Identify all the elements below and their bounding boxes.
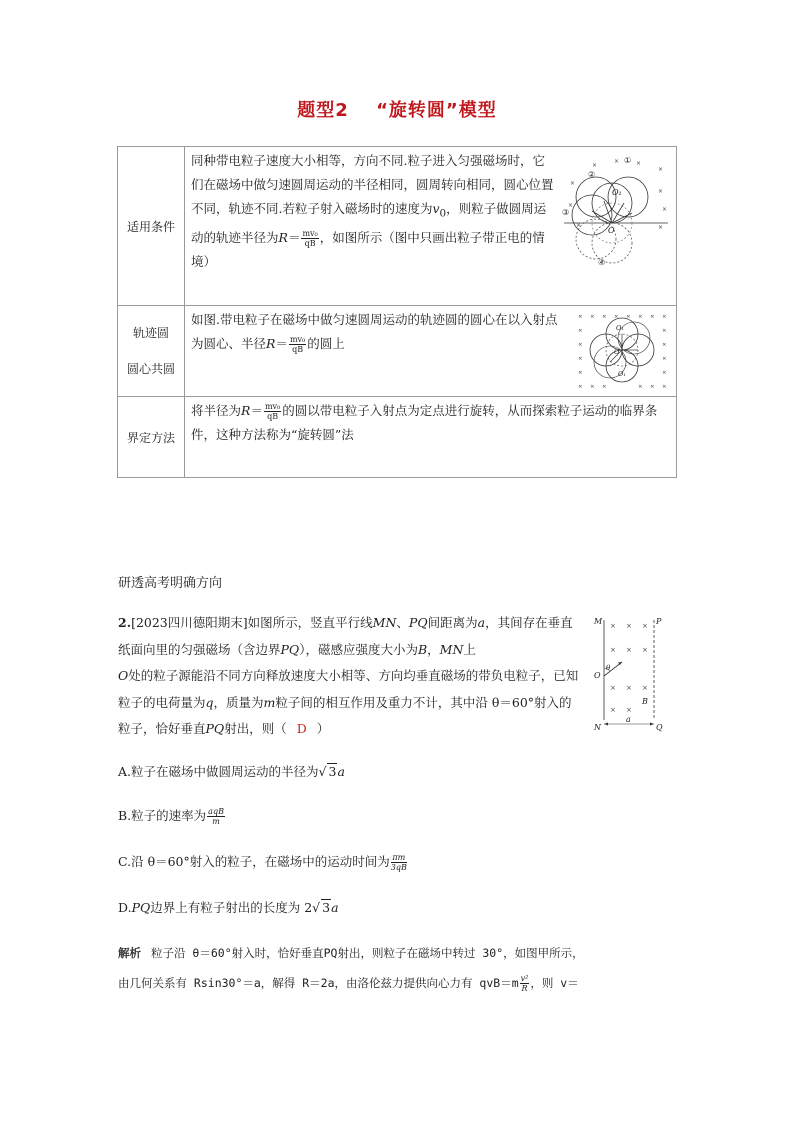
svg-text:×: × xyxy=(614,158,620,165)
svg-text:×: × xyxy=(610,646,616,654)
svg-text:B: B xyxy=(642,697,648,706)
magnetic-field-figure xyxy=(592,610,672,736)
svg-text:×: × xyxy=(626,622,632,630)
solution-text: 解析 粒子沿 θ＝60°射入时，恰好垂直PQ射出，则粒子在磁场中转过 30°，如图甲所示， 由几何关系有 Rsin30°＝a，解得 R＝2a，由洛伦兹力提供向心力有 qvB＝m $\frac{\text{v²}}{R}$ ，则 v＝ xyxy=(118,946,584,993)
answer-mark: D xyxy=(296,721,307,736)
model-table xyxy=(117,146,677,478)
radius-fraction: $\frac{\text{mv₀}}{qB}$ xyxy=(289,335,306,354)
svg-text:×: × xyxy=(610,622,616,630)
row-text: 同种带电粒子速度大小相等，方向不同.粒子进入匀强磁场时，它们在磁场中做匀速圆周运动的半径相同，圆周转向相同，圆心位置不同，轨迹不同.若粒子射入磁场时的速度为$v_0$，则粒子做圆周运动的轨迹半径为R＝ $\frac{\text{mv₀}}{qB}$ ，如图所示（图中只画出粒子带正电的情境） xyxy=(191,153,554,269)
svg-text:θ: θ xyxy=(606,664,611,672)
svg-text:a: a xyxy=(626,715,631,724)
row-text: 如图.带电粒子在磁场中做匀速圆周运动的轨迹圆的圆心在以入射点为圆心、半径R＝ $\frac{\text{mv₀}}{qB}$ 的圆上 xyxy=(191,312,558,354)
svg-text:×: × xyxy=(602,314,607,320)
svg-text:×: × xyxy=(610,706,616,714)
table-row xyxy=(118,147,677,306)
svg-text:O: O xyxy=(608,226,615,235)
svg-text:O: O xyxy=(614,348,620,356)
table-row xyxy=(118,306,677,397)
svg-text:×: × xyxy=(590,314,595,320)
row-label: 界定方法 xyxy=(118,397,185,478)
svg-text:×: × xyxy=(578,342,583,348)
svg-text:③: ③ xyxy=(562,208,570,217)
row-body xyxy=(185,306,677,397)
radius-fraction: $\frac{\text{mv₀}}{qB}$ xyxy=(302,228,318,248)
svg-text:×: × xyxy=(610,684,616,692)
svg-text:×: × xyxy=(650,314,655,320)
svg-text:×: × xyxy=(638,384,643,390)
svg-text:×: × xyxy=(578,370,583,376)
svg-text:P: P xyxy=(656,617,662,626)
section-heading: 研透高考明确方向 xyxy=(118,576,223,591)
svg-text:×: × xyxy=(636,160,642,167)
svg-text:O₁: O₁ xyxy=(618,370,626,378)
svg-text:×: × xyxy=(602,384,607,390)
svg-text:O₁: O₁ xyxy=(616,324,624,332)
svg-text:×: × xyxy=(642,622,648,630)
svg-text:×: × xyxy=(592,162,598,169)
svg-text:×: × xyxy=(590,384,595,390)
row-body xyxy=(185,147,677,306)
row-label: 轨迹圆 圆心共圆 xyxy=(118,306,185,397)
svg-text:×: × xyxy=(576,222,582,229)
svg-text:×: × xyxy=(658,224,664,231)
rotating-circles-figure xyxy=(562,153,670,277)
svg-text:×: × xyxy=(662,206,668,213)
row-text: 将半径为R＝ $\frac{\text{mv₀}}{qB}$ 的圆以带电粒子入射点为定点进行旋转，从而探索粒子运动的临界条件，这种方法称为“旋转圆”法 xyxy=(191,402,658,442)
option-c[interactable]: C.沿 θ＝60°射入的粒子，在磁场中的运动时间为 $\frac{\pi m}{3qB}$ xyxy=(118,853,407,872)
svg-text:×: × xyxy=(650,384,655,390)
page-title xyxy=(0,96,794,122)
svg-text:×: × xyxy=(626,706,632,714)
svg-text:×: × xyxy=(570,180,576,187)
svg-text:×: × xyxy=(578,384,583,390)
svg-text:×: × xyxy=(614,314,619,320)
svg-text:N: N xyxy=(594,723,601,732)
radius-fraction: $\frac{\text{mv₀}}{qB}$ xyxy=(264,402,281,421)
svg-text:×: × xyxy=(642,646,648,654)
svg-text:×: × xyxy=(642,684,648,692)
svg-text:×: × xyxy=(626,646,632,654)
problem-statement: 2.[2023四川德阳期末]如图所示，竖直平行线MN、PQ间距离为a，其间存在垂直纸面向里的匀强磁场（含边界PQ），磁感应强度大小为B，MN上 O处的粒子源能沿不同方向释放速度大小相等、方向均垂直磁场的带负电粒子，已知粒子的电荷量为q，质量为m粒子间的相互作用及重力不计，其中沿 θ＝60°射入的粒子，恰好垂直PQ射出，则（ D ） xyxy=(118,615,579,736)
svg-text:×: × xyxy=(626,684,632,692)
svg-text:O: O xyxy=(594,671,601,680)
svg-text:×: × xyxy=(662,314,667,320)
row-label: 适用条件 xyxy=(118,147,185,306)
svg-text:M: M xyxy=(594,617,603,626)
svg-text:×: × xyxy=(662,384,667,390)
svg-text:×: × xyxy=(638,314,643,320)
svg-text:O₁: O₁ xyxy=(612,188,622,197)
svg-text:×: × xyxy=(658,166,664,173)
svg-text:×: × xyxy=(578,356,583,362)
option-d[interactable]: D.PQ边界上有粒子射出的长度为 2√ 3a xyxy=(118,900,339,915)
title-part2: “旋转圆”模型 xyxy=(376,100,497,121)
svg-text:②: ② xyxy=(588,170,596,179)
svg-text:×: × xyxy=(662,356,667,362)
option-b[interactable]: B.粒子的速率为 $\frac{\text{aqB}}{m}$ xyxy=(118,807,224,826)
title-part1: 题型2 xyxy=(297,100,349,121)
solution-tag: 解析 xyxy=(118,946,141,960)
svg-text:×: × xyxy=(662,342,667,348)
svg-text:④: ④ xyxy=(598,258,606,267)
svg-text:×: × xyxy=(662,328,667,334)
svg-text:①: ① xyxy=(624,156,632,165)
svg-text:×: × xyxy=(626,314,631,320)
center-circle-figure xyxy=(574,310,670,390)
svg-text:×: × xyxy=(662,370,667,376)
svg-text:×: × xyxy=(578,328,583,334)
svg-text:×: × xyxy=(568,202,574,209)
row-body xyxy=(185,397,677,478)
option-a[interactable]: A.粒子在磁场中做圆周运动的半径为√ 3a xyxy=(118,764,345,779)
svg-text:Q: Q xyxy=(656,723,663,732)
table-row xyxy=(118,397,677,478)
svg-text:×: × xyxy=(658,188,664,195)
svg-text:×: × xyxy=(578,314,583,320)
